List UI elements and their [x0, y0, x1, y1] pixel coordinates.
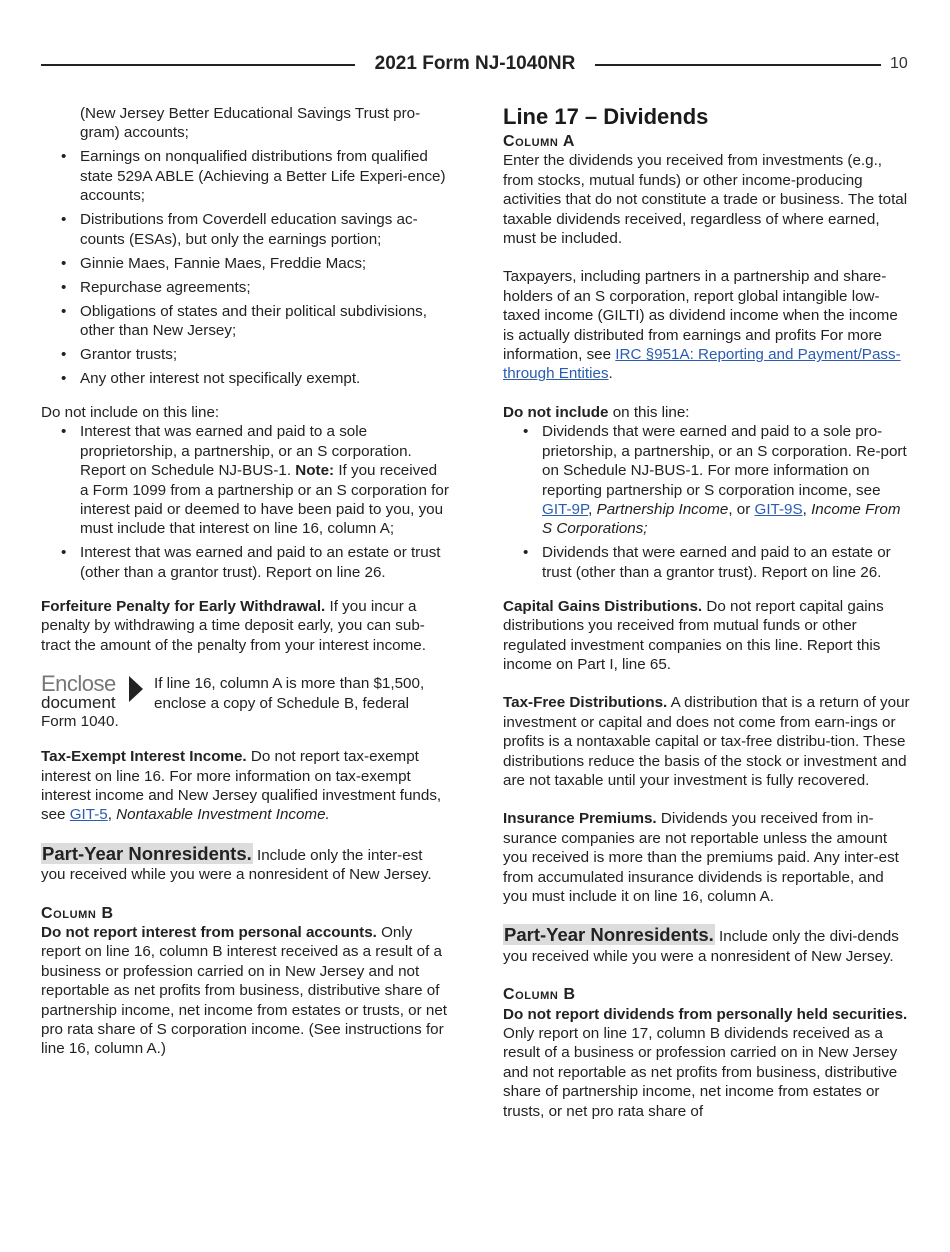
- bullet-icon: •: [61, 346, 67, 364]
- forfeiture-paragraph: Forfeiture Penalty for Early Withdrawal. If you incur a penalty by withdrawing a time deposit early, you can sub-tract the amount of the penalty from your interest income.: [41, 597, 426, 654]
- page-title: 2021 Form NJ-1040NR: [374, 53, 576, 74]
- page-number: 10: [890, 55, 908, 72]
- list-item: • Earnings on nonqualified distributions from qualified state 529A ABLE (Achieving a Better Life Experi-ence) accounts;: [61, 148, 446, 205]
- header-rule-left: [41, 64, 355, 66]
- list-item: • Obligations of states and their political subdivisions, other than New Jersey;: [61, 302, 427, 340]
- list-item: • Interest that was earned and paid to an estate or trust (other than a grantor trust). Report on line 26.: [61, 544, 441, 581]
- enclose-document-note: [41, 671, 449, 732]
- bullet-icon: •: [61, 302, 67, 320]
- do-not-include-intro: Do not include on this line:: [41, 404, 220, 422]
- line-17-heading: Line 17 – Dividends: [503, 104, 709, 129]
- tax-exempt-paragraph: Tax-Exempt Interest Income. Do not report tax-exempt interest on line 16. For more information on tax-exempt interest income and New Jersey qualified investment funds, see GIT-5, Nontaxable Investment Income.: [41, 748, 442, 824]
- bullet-icon: •: [523, 544, 529, 562]
- column-b-paragraph: Do not report dividends from personally held securities. Only report on line 17, column B dividends received as a result of a business or profession carried on in New Jersey and not reportable as net profits from business, distributive share of partnership income, net income from estates or trusts, or net pro rata share of: [503, 1005, 908, 1120]
- part-year-paragraph: Part-Year Nonresidents. Include only the inter-est you received while you were a nonresident of New Jersey.: [41, 842, 432, 884]
- enclose-text-tail: Form 1040.: [41, 713, 119, 731]
- part-year-paragraph: Part-Year Nonresidents. Include only the divi-dends you received while you were a nonresident of New Jersey.: [503, 924, 899, 965]
- bullet-icon: •: [61, 544, 67, 562]
- list-item: • Any other interest not specifically exempt.: [61, 370, 361, 388]
- bullet-icon: •: [61, 423, 67, 441]
- continued-bullet-text: (New Jersey Better Educational Savings Trust pro-gram) accounts;: [80, 105, 421, 142]
- list-item: • Interest that was earned and paid to a sole proprietorship, a partnership, or an S corporation. Report on Schedule NJ-BUS-1. Note: If you received a Form 1099 from a partnership or an S corporation for interest paid or deemed to have been paid to you, you must include that interest on line 16, column A;: [61, 423, 449, 538]
- header-rule-right: [595, 64, 881, 66]
- capital-gains-paragraph: Capital Gains Distributions. Do not report capital gains distributions you received from mutual funds or other regulated investment companies on this line. Report this income on Part I, line 65.: [503, 597, 884, 673]
- list-item: • Dividends that were earned and paid to an estate or trust (other than a grantor trust). Report on line 26.: [523, 544, 891, 581]
- bullet-icon: •: [61, 278, 67, 296]
- gilti-paragraph: Taxpayers, including partners in a partnership and share-holders of an S corporation, report global intangible low-taxed income (GILTI) as dividend income when the income is actually distributed from earnings and profits For more information, see IRC §951A: Reporting and Payment/Pass-through Entities.: [503, 268, 901, 383]
- bullet-icon: •: [523, 423, 529, 441]
- column-a-paragraph: Enter the dividends you received from investments (e.g., from stocks, mutual funds) or other income-producing activities that do not constitute a trade or business. The total taxable dividends received, regardless of where earned, must be included.: [503, 152, 908, 248]
- git-5-link[interactable]: GIT-5: [69, 806, 108, 824]
- insurance-paragraph: Insurance Premiums. Dividends you received from in-surance companies are not reportable unless the amount you received is more than the premiums paid. Any inter-est from accumulated insurance dividends is reportable, and you must include it on line 16, column A.: [503, 810, 899, 905]
- column-b-heading: Column B: [503, 986, 576, 1004]
- list-item: • Dividends that were earned and paid to a sole pro-prietorship, a partnership, or an S corporation. Re-port on Schedule NJ-BUS-1. For more information on reporting partnership or S corporation income, see GIT-9P, Partnership Income, or GIT-9S, Income From S Corporations;: [523, 423, 907, 538]
- do-not-include-intro: Do not include on this line:: [503, 403, 690, 421]
- bullet-icon: •: [61, 254, 67, 272]
- column-b-heading: Column B: [41, 904, 114, 922]
- do-not-include-list: [503, 422, 911, 582]
- right-column: [503, 104, 911, 1121]
- bullet-icon: •: [61, 148, 67, 166]
- taxable-interest-list: [41, 147, 449, 388]
- left-column: [41, 104, 449, 1059]
- bullet-icon: •: [61, 211, 67, 229]
- git-9s-link[interactable]: GIT-9S: [754, 500, 803, 518]
- column-a-heading: Column A: [503, 133, 576, 150]
- list-item: • Distributions from Coverdell education savings ac-counts (ESAs), but only the earnings portion;: [61, 211, 418, 248]
- git-9p-link[interactable]: GIT-9P: [542, 500, 589, 518]
- list-item: • Ginnie Maes, Fannie Maes, Freddie Macs;: [61, 254, 367, 272]
- enclose-text: If line 16, column A is more than $1,500, enclose a copy of Schedule B, federal: [154, 675, 425, 712]
- bullet-icon: •: [61, 370, 67, 388]
- enclose-document-icon: Enclose document: [41, 674, 151, 712]
- do-not-include-list: [41, 422, 449, 582]
- list-item: • Repurchase agreements;: [61, 278, 251, 296]
- column-b-paragraph: Do not report interest from personal accounts. Only report on line 16, column B interest received as a result of a business or profession carried on in New Jersey and not reportable as net profits from business, distributive share of partnership income, net income from estates or trusts, or net pro rata share of S corporation income. (See instructions for line 16, column A.): [41, 923, 448, 1058]
- irc-951a-link[interactable]: IRC §951A: Reporting and Payment/Pass-through Entities: [503, 346, 901, 383]
- tax-free-paragraph: Tax-Free Distributions. A distribution that is a return of your investment or capital and does not come from earn-ings or profits is a nontaxable capital or tax-free distribu-tion. These distributions reduce the basis of the stock or investment and are not taxable until your investment is fully recovered.: [503, 694, 910, 789]
- list-item: • Grantor trusts;: [61, 346, 178, 364]
